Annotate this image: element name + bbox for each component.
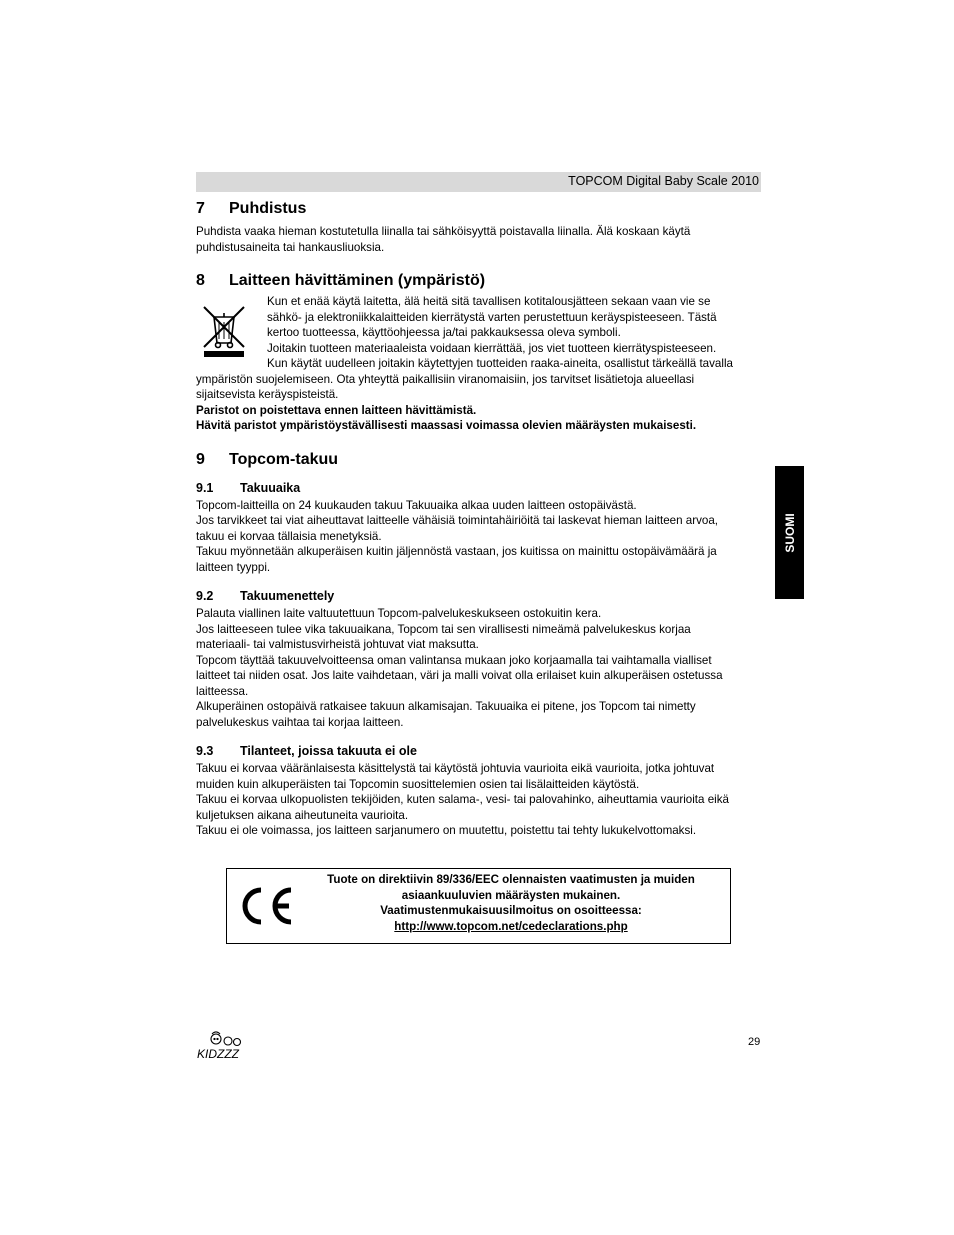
ce-declaration-box [226, 868, 731, 944]
ce-mark-icon [237, 884, 297, 928]
section-9-2-body: Palauta viallinen laite valtuutettuun Topcom-palvelukeskukseen ostokuitin kera. Jos laitteeseen tulee vika takuuaikana, Topcom tai sen virallisesti nimeämä palvelukeskus korjaa materiaali- tai valmistusvirheistä johtuvat viat maksutta. Topcom täyttää takuuvelvoitteensa oman valintansa mukaan joko korjaamalla tai vaihtamalla vialliset laitteet tai niiden osat. Jos laite vaihdetaan, väri ja malli voivat olla erilaiset kuin alkuperäisen ostetussa laitteessa. Alkuperäinen ostopäivä ratkaisee takuun alkamisajan. Takuuaika ei pitene, jos Topcom tai nimetty palvelukeskus vaihtaa tai korjaa laitteen. [196, 607, 723, 729]
section-8-heading: 8 Laitteen hävittäminen (ympäristö) [196, 272, 486, 289]
document-title: TOPCOM Digital Baby Scale 2010 [568, 174, 759, 188]
declarations-link[interactable]: http://www.topcom.net/cedeclarations.php [394, 919, 628, 933]
ce-declaration-text: Tuote on direktiivin 89/336/EEC olennaisten vaatimusten ja muiden asiaankuuluvien määräysten mukainen. Vaatimustenmukaisuusilmoitus on osoitteessa: http://www.topcom.net/cedeclarations.php [303, 872, 719, 934]
section-7-body: Puhdista vaaka hieman kostutetulla liinalla tai sähköisyyttä poistavalla liinalla. Älä koskaan käytä puhdistusaineita tai hankausliuoksia. [196, 225, 691, 254]
kidzzz-logo [196, 1030, 246, 1062]
section-9-1-body: Topcom-laitteilla on 24 kuukauden takuu Takuuaika alkaa uuden laitteen ostopäivästä. Jos tarvikkeet tai viat aiheuttavat laitteelle vähäisiä toimintahäiriöitä tai laskevat hieman laitteen arvoa, takuu ei korvaa tällaisia menetyksiä. Takuu myönnetään alkuperäisen kuitin jäljennöstä vastaan, jos kuitissa on mainittu ostopäivämäärä ja laitteen tyyppi. [196, 498, 718, 574]
section-8-body: ympäristön suojelemiseen. Ota yhteyttä paikallisiin viranomaisiin, jos tarvitset lisätietoja alueellasi sijaitsevista keräyspisteistä. Paristot on poistettava ennen laitteen hävittämistä. Hävitä paristot ympäristöystävällisesti maassasi voimassa olevien määräysten mukaisesti. [196, 372, 697, 432]
page-number: 29 [748, 1036, 761, 1048]
section-8-icon-text: Kun et enää käytä laitetta, älä heitä sitä tavallisen kotitalousjätteen sekaan vaan vie se sähkö- ja elektroniikkalaitteiden kierrätystä varten perustettuun keräyspisteeseen. Tästä kertoo tuotteessa, käyttöohjeessa ja/tai pakkauksessa oleva symboli. Joitakin tuotteen materiaaleista voidaan kierrättää, jos viet tuotteen kierrätyspisteeseen. Kun käytät uudelleen joitakin käytettyjen tuotteiden raaka-aineita, osallistut tärkeällä tavalla [267, 295, 733, 370]
section-9-2-heading: 9.2 Takuumenettely [196, 589, 335, 603]
section-9-3-heading: 9.3 Tilanteet, joissa takuuta ei ole [196, 744, 417, 758]
svg-text:KIDZZZ: KIDZZZ [197, 1047, 239, 1061]
section-7-heading: 7 Puhdistus [196, 200, 307, 217]
language-tab [775, 466, 804, 599]
language-tab-label: SUOMI [782, 512, 797, 553]
section-9-1-heading: 9.1 Takuuaika [196, 480, 301, 495]
section-9-3-body: Takuu ei korvaa vääränlaisesta käsittelystä tai käytöstä johtuvia vaurioita eikä vaurioita, jotka johtuvat muiden kuin alkuperäisten tai Topcomin suosittelemien osien tai lisälaitteiden käytöstä. Takuu ei korvaa ulkopuolisten tekijöiden, kuten salama-, vesi- tai palovahinko, aiheuttamia vaurioita eikä kuljetuksen aikana aiheutuneita vaurioita. Takuu ei ole voimassa, jos laitteen sarjanumero on muutettu, poistettu tai tehty lukukelvottomaksi. [196, 762, 729, 837]
weee-crossed-bin-icon [198, 303, 250, 359]
page-content [196, 200, 762, 839]
section-9-heading: 9 Topcom-takuu [196, 450, 339, 468]
header-bar [196, 172, 761, 192]
